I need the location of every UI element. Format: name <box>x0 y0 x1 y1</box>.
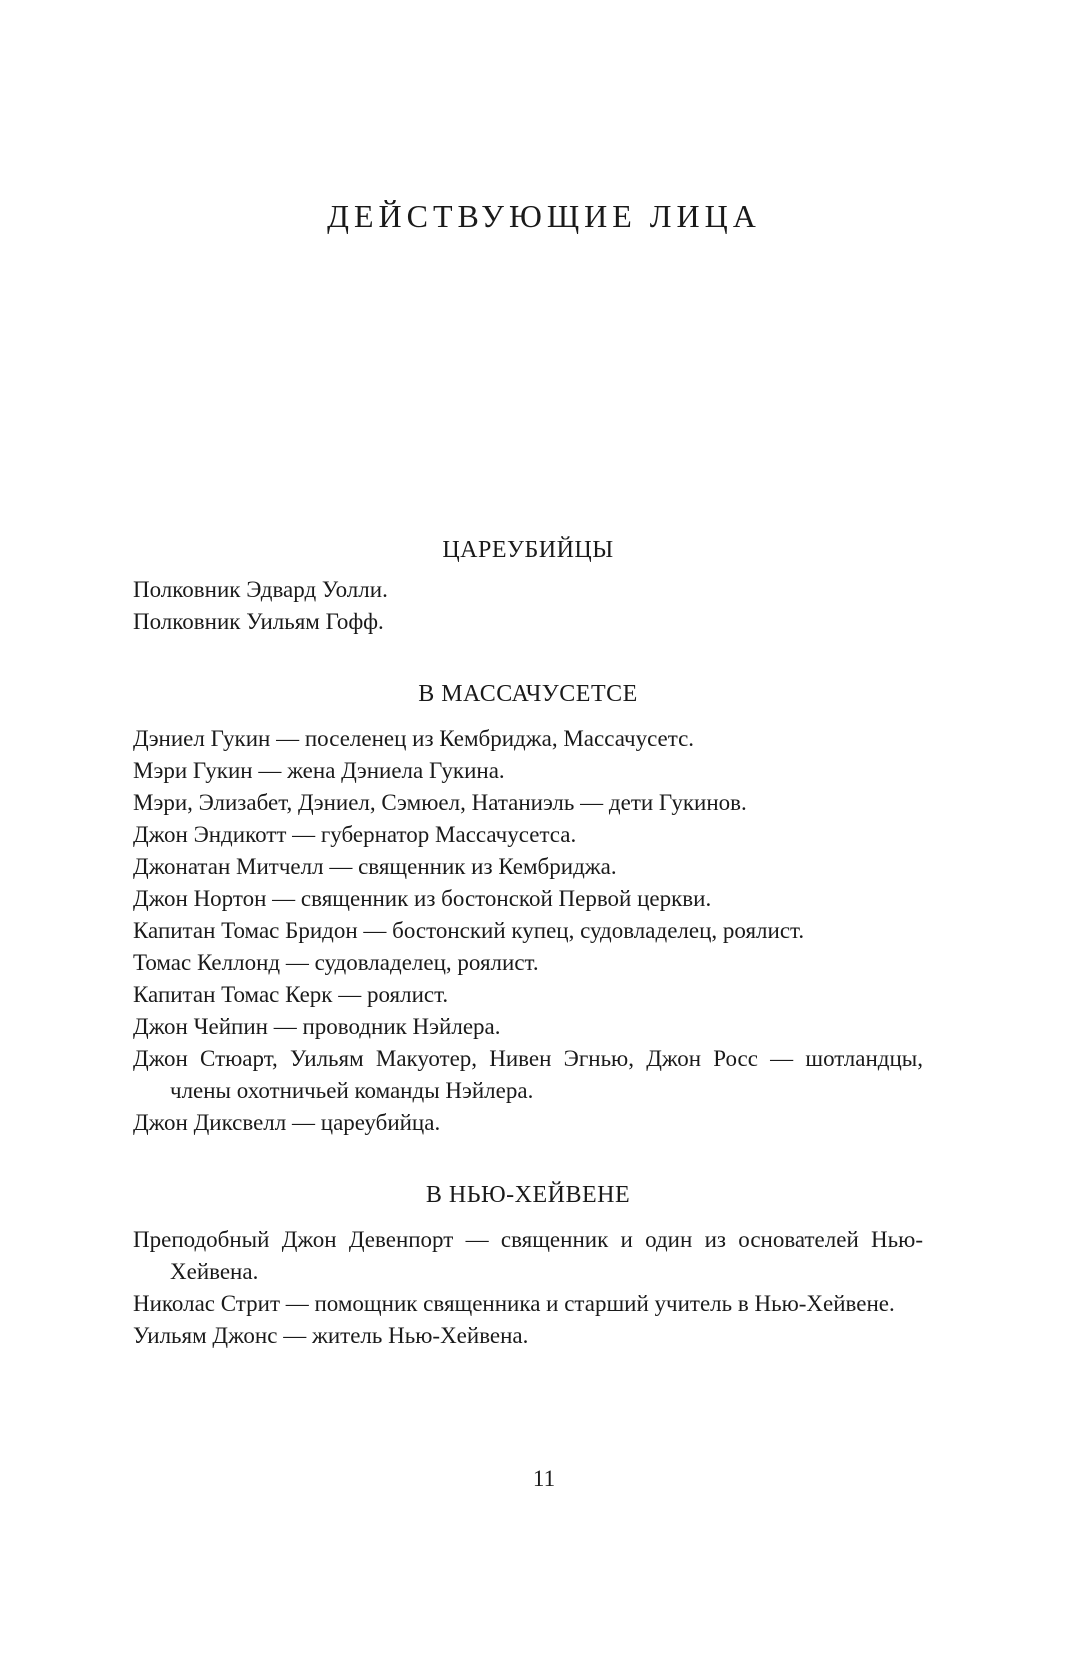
list-item: Джонатан Митчелл — священник из Кембриджа. <box>133 854 617 879</box>
list-item: Мэри, Элизабет, Дэниел, Сэмюел, Натаниэль — дети Гукинов. <box>133 790 747 815</box>
list-item: Полковник Уильям Гофф. <box>133 609 384 634</box>
section-heading-regicides: ЦАРЕУБИЙЦЫ <box>442 537 614 563</box>
list-item: Преподобный Джон Девенпорт — священник и один из основателей Нью-Хейвена. <box>133 1227 923 1284</box>
list-item: Томас Келлонд — судовладелец, роялист. <box>133 950 539 975</box>
list-item: Дэниел Гукин — поселенец из Кембриджа, Массачусетс. <box>133 726 695 751</box>
list-item: Капитан Томас Керк — роялист. <box>133 982 449 1007</box>
list-item: Джон Диксвелл — цареубийца. <box>133 1110 441 1135</box>
list-item: Уильям Джонс — житель Нью-Хейвена. <box>133 1323 529 1348</box>
list-item: Джон Нортон — священник из бостонской Первой церкви. <box>133 886 712 911</box>
list-item: Полковник Эдвард Уолли. <box>133 577 388 602</box>
page-title: ДЕЙСТВУЮЩИЕ ЛИЦА <box>327 198 761 234</box>
regicides-list <box>133 574 923 638</box>
list-item: Николас Стрит — помощник священника и старший учитель в Нью-Хейвене. <box>133 1291 895 1316</box>
list-item: Джон Чейпин — проводник Нэйлера. <box>133 1014 501 1039</box>
section-heading-new-haven: В НЬЮ-ХЕЙВЕНЕ <box>425 1182 631 1208</box>
list-item: Джон Эндикотт — губернатор Массачусетса. <box>133 822 577 847</box>
list-item: Мэри Гукин — жена Дэниела Гукина. <box>133 758 505 783</box>
list-item: Джон Стюарт, Уильям Макуотер, Нивен Эгнью, Джон Росс — шотландцы, члены охотничьей команды Нэйлера. <box>133 1046 923 1103</box>
cast-list <box>133 534 923 1352</box>
new-haven-list <box>133 1224 923 1352</box>
page-number: 11 <box>532 1466 556 1491</box>
section-heading-massachusetts: В МАССАЧУСЕТСЕ <box>418 681 638 707</box>
list-item: Капитан Томас Бридон — бостонский купец, судовладелец, роялист. <box>133 918 805 943</box>
massachusetts-list <box>133 723 923 1139</box>
